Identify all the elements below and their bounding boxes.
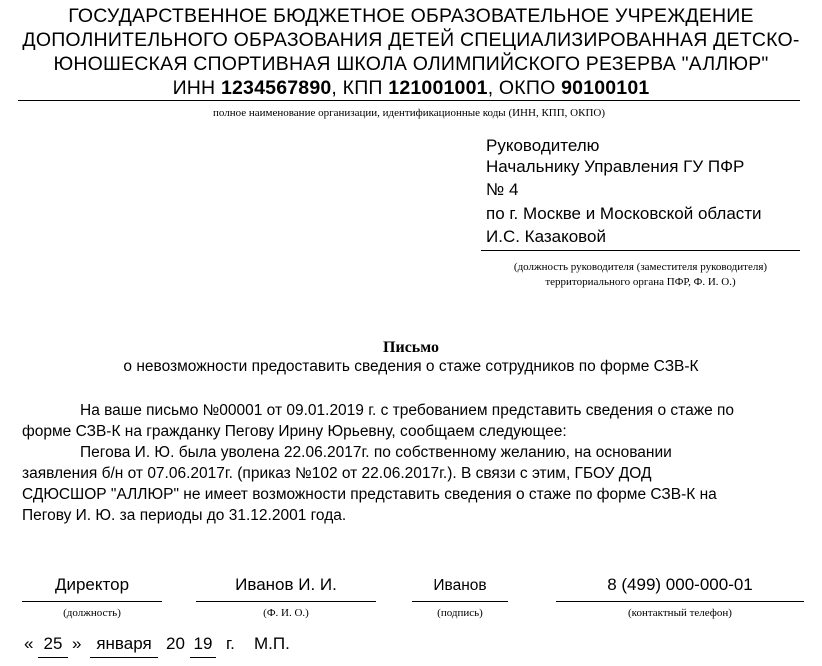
date-day: 25 [43, 634, 63, 653]
letter-body-line: СДЮСШОР "АЛЛЮР" не имеет возможности представить сведения о стаже по форме СЗВ-К на [22, 486, 717, 503]
okpo-label: , ОКПО [487, 77, 556, 99]
letter-body-line: Пегову И. Ю. за периоды до 31.12.2001 года. [22, 507, 347, 524]
date-month-line [90, 657, 158, 658]
signature-position-caption: (должность) [63, 607, 121, 619]
date-year-line [190, 657, 216, 658]
date-open-quote: « [24, 634, 34, 653]
date-stamp-label: М.П. [254, 634, 290, 653]
organization-codes [18, 76, 804, 100]
letter-body-line: На ваше письмо №00001 от 09.01.2019 г. с требованием представить сведения о стаже по [80, 402, 735, 419]
organization-name-line-3: ЮНОШЕСКАЯ СПОРТИВНАЯ ШКОЛА ОЛИМПИЙСКОГО РЕЗЕРВА "АЛЛЮР" [53, 53, 769, 75]
addressee-line-4: по г. Москве и Московской области [486, 204, 762, 223]
date-year-suffix: г. [226, 634, 235, 653]
date-day-line [38, 657, 68, 658]
signature-sign-line [412, 601, 508, 602]
signature-name-caption: (Ф. И. О.) [263, 607, 309, 619]
signature-phone-line [556, 601, 804, 602]
addressee-caption-line-1: (должность руководителя (заместителя руководителя) [513, 261, 768, 273]
signature-sign-caption: (подпись) [437, 607, 483, 619]
addressee-line-1: Руководителю [486, 136, 600, 155]
signature-phone-value: 8 (499) 000-000-01 [607, 575, 753, 594]
organization-name-line-1: ГОСУДАРСТВЕННОЕ БЮДЖЕТНОЕ ОБРАЗОВАТЕЛЬНОЕ УЧРЕЖДЕНИЕ [68, 5, 754, 27]
organization-underline [18, 100, 800, 101]
okpo-value: 90100101 [561, 77, 650, 99]
inn-label: ИНН [172, 77, 216, 99]
kpp-value: 121001001 [388, 77, 488, 99]
letter-title: Письмо [383, 339, 439, 356]
signature-sign-value: Иванов [433, 577, 487, 594]
signature-name-line [196, 601, 376, 602]
addressee-line-3: № 4 [486, 180, 519, 199]
addressee-caption-line-2: территориального органа ПФР, Ф. И. О.) [545, 276, 736, 288]
organization-name-line-2: ДОПОЛНИТЕЛЬНОГО ОБРАЗОВАНИЯ ДЕТЕЙ СПЕЦИАЛИЗИРОВАННАЯ ДЕТСКО- [22, 29, 800, 51]
addressee-line-2: Начальнику Управления ГУ ПФР [486, 157, 745, 176]
addressee-underline [481, 250, 800, 251]
kpp-label: , КПП [331, 77, 383, 99]
inn-value: 1234567890 [220, 77, 332, 99]
date-century: 20 [166, 634, 185, 653]
signature-position-value: Директор [54, 575, 130, 594]
date-month: января [96, 634, 152, 653]
letter-subtitle: о невозможности предоставить сведения о стаже сотрудников по форме СЗВ-К [123, 358, 699, 375]
addressee-line-5: И.С. Казаковой [486, 227, 606, 246]
date-year: 19 [193, 634, 213, 653]
letter-body-line: форме СЗВ-К на гражданку Пегову Ирину Юрьевну, сообщаем следующее: [22, 423, 567, 440]
signature-position-line [22, 601, 162, 602]
signature-name-value: Иванов И. И. [235, 575, 337, 594]
letter-body-line: заявления б/н от 07.06.2017г. (приказ №102 от 22.06.2017г.). В связи с этим, ГБОУ ДОД [22, 465, 652, 482]
signature-phone-caption: (контактный телефон) [628, 607, 732, 619]
date-close-quote: » [72, 634, 82, 653]
letter-body-line: Пегова И. Ю. была уволена 22.06.2017г. по собственному желанию, на основании [80, 444, 672, 461]
organization-caption: полное наименование организации, идентификационные коды (ИНН, КПП, ОКПО) [212, 107, 605, 119]
